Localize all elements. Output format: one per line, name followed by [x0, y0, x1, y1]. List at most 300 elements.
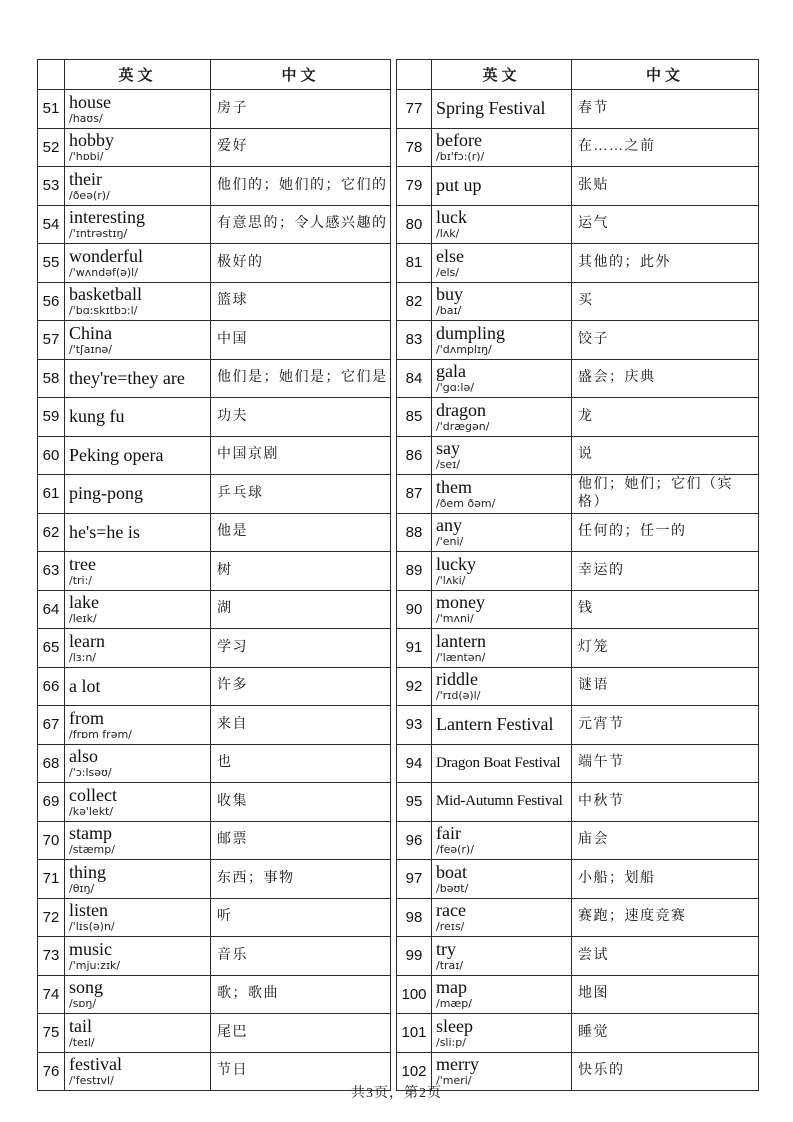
header-row — [397, 60, 759, 90]
chinese-cell: 中国 — [211, 321, 391, 360]
chinese-cell: 春节 — [572, 90, 759, 129]
english-word: luck — [436, 207, 467, 228]
phonetic-text: /θɪŋ/ — [69, 881, 95, 895]
table-row — [38, 821, 391, 860]
english-cell — [432, 513, 572, 552]
english-cell — [65, 244, 211, 283]
vocab-table-left — [37, 59, 391, 1091]
phonetic-text: /'mʌni/ — [436, 612, 474, 626]
row-number: 87 — [397, 475, 432, 514]
english-word: they're=they are — [69, 367, 185, 388]
table-row — [397, 629, 759, 668]
table-row — [38, 475, 391, 514]
row-number: 88 — [397, 513, 432, 552]
row-number: 69 — [38, 783, 65, 822]
table-row — [38, 667, 391, 706]
page-footer: 共3页，第2页 — [351, 1086, 442, 1101]
table-row — [38, 898, 391, 937]
chinese-cell: 任何的；任一的 — [572, 513, 759, 552]
table-row — [397, 90, 759, 129]
chinese-cell: 尾巴 — [211, 1014, 391, 1053]
chinese-cell: 张贴 — [572, 167, 759, 206]
vocab-tables — [37, 59, 759, 1091]
english-word: collect — [69, 784, 117, 805]
chinese-cell: 运气 — [572, 205, 759, 244]
row-number: 99 — [397, 937, 432, 976]
row-number: 70 — [38, 821, 65, 860]
table-row — [38, 937, 391, 976]
english-word: map — [436, 977, 467, 998]
english-word: Spring Festival — [436, 98, 546, 119]
english-word: their — [69, 168, 102, 189]
row-number: 85 — [397, 398, 432, 437]
row-number: 59 — [38, 398, 65, 437]
phonetic-text: /bəʊt/ — [436, 881, 469, 895]
english-cell — [65, 282, 211, 321]
phonetic-text: /'dʌmplɪŋ/ — [436, 342, 492, 356]
row-number: 79 — [397, 167, 432, 206]
table-row — [38, 205, 391, 244]
phonetic-text: /'eni/ — [436, 535, 464, 549]
english-word: merry — [436, 1054, 479, 1075]
english-cell — [65, 475, 211, 514]
phonetic-text: /ðeə(r)/ — [69, 188, 110, 202]
chinese-cell: 音乐 — [211, 937, 391, 976]
row-number: 53 — [38, 167, 65, 206]
english-cell — [65, 128, 211, 167]
english-cell — [432, 821, 572, 860]
table-row — [38, 513, 391, 552]
table-row — [397, 359, 759, 398]
row-number: 56 — [38, 282, 65, 321]
table-row — [397, 898, 759, 937]
chinese-cell: 其他的；此外 — [572, 244, 759, 283]
row-number: 78 — [397, 128, 432, 167]
phonetic-text: /'tʃaɪnə/ — [69, 342, 113, 356]
number-header-cell — [397, 60, 432, 90]
english-header: 英文 — [65, 60, 211, 90]
phonetic-text: /lʌk/ — [436, 227, 460, 241]
table-row — [397, 398, 759, 437]
row-number: 83 — [397, 321, 432, 360]
row-number: 73 — [38, 937, 65, 976]
phonetic-text: /traɪ/ — [436, 958, 464, 972]
chinese-cell: 极好的 — [211, 244, 391, 283]
row-number: 92 — [397, 667, 432, 706]
chinese-cell: 元宵节 — [572, 706, 759, 745]
chinese-cell: 收集 — [211, 783, 391, 822]
chinese-cell: 树 — [211, 552, 391, 591]
row-number: 80 — [397, 205, 432, 244]
row-number: 55 — [38, 244, 65, 283]
english-cell — [65, 706, 211, 745]
english-cell — [432, 937, 572, 976]
row-number: 81 — [397, 244, 432, 283]
english-cell — [65, 860, 211, 899]
phonetic-text: /'wʌndəf(ə)l/ — [69, 265, 138, 279]
row-number: 97 — [397, 860, 432, 899]
english-word: buy — [436, 284, 463, 305]
row-number: 71 — [38, 860, 65, 899]
english-cell — [65, 821, 211, 860]
chinese-cell: 他们；她们；它们（宾格） — [572, 475, 759, 514]
phonetic-text: /'gɑ:lə/ — [436, 381, 474, 395]
phonetic-text: /reɪs/ — [436, 920, 465, 934]
row-number: 61 — [38, 475, 65, 514]
english-word: basketball — [69, 284, 142, 305]
english-cell — [432, 860, 572, 899]
row-number: 75 — [38, 1014, 65, 1053]
table-row — [38, 629, 391, 668]
chinese-header: 中文 — [211, 60, 391, 90]
english-word: Peking opera — [69, 444, 164, 465]
english-word: tail — [69, 1015, 92, 1036]
phonetic-text: /'rɪd(ə)l/ — [436, 689, 481, 703]
row-number: 74 — [38, 975, 65, 1014]
english-word: Mid-Autumn Festival — [436, 793, 563, 810]
row-number: 51 — [38, 90, 65, 129]
english-word: before — [436, 130, 482, 151]
phonetic-text: /'hɒbi/ — [69, 150, 104, 164]
chinese-cell: 他是 — [211, 513, 391, 552]
chinese-cell: 盛会；庆典 — [572, 359, 759, 398]
english-word: Dragon Boat Festival — [436, 754, 561, 771]
english-cell — [432, 783, 572, 822]
chinese-cell: 灯笼 — [572, 629, 759, 668]
english-cell — [432, 590, 572, 629]
chinese-cell: 有意思的；令人感兴趣的 — [211, 205, 391, 244]
chinese-cell: 说 — [572, 436, 759, 475]
row-number: 76 — [38, 1052, 65, 1091]
phonetic-text: /lɜ:n/ — [69, 650, 96, 664]
english-word: sleep — [436, 1015, 473, 1036]
english-word: lantern — [436, 630, 486, 651]
english-word: tree — [69, 553, 96, 574]
english-cell — [432, 667, 572, 706]
english-cell — [432, 898, 572, 937]
table-row — [38, 90, 391, 129]
phonetic-text: /tri:/ — [69, 573, 93, 587]
row-number: 96 — [397, 821, 432, 860]
row-number: 82 — [397, 282, 432, 321]
english-word: say — [436, 438, 460, 459]
english-cell — [65, 398, 211, 437]
table-row — [397, 552, 759, 591]
chinese-cell: 篮球 — [211, 282, 391, 321]
chinese-cell: 中秋节 — [572, 783, 759, 822]
english-cell — [432, 321, 572, 360]
table-row — [397, 667, 759, 706]
phonetic-text: /bɪ'fɔ:(r)/ — [436, 150, 485, 164]
chinese-cell: 尝试 — [572, 937, 759, 976]
chinese-header: 中文 — [572, 60, 759, 90]
table-row — [397, 744, 759, 783]
phonetic-text: /'meri/ — [436, 1074, 472, 1088]
english-cell — [432, 706, 572, 745]
phonetic-text: /feə(r)/ — [436, 843, 474, 857]
english-word: a lot — [69, 675, 101, 696]
table-row — [38, 1014, 391, 1053]
chinese-cell: 快乐的 — [572, 1052, 759, 1091]
english-cell — [432, 398, 572, 437]
row-number: 67 — [38, 706, 65, 745]
english-cell — [432, 552, 572, 591]
row-number: 64 — [38, 590, 65, 629]
table-row — [38, 706, 391, 745]
table-row — [38, 552, 391, 591]
english-cell — [65, 937, 211, 976]
table-row — [397, 706, 759, 745]
table-row — [38, 282, 391, 321]
chinese-cell: 爱好 — [211, 128, 391, 167]
english-word: ping-pong — [69, 483, 143, 504]
table-row — [397, 937, 759, 976]
phonetic-text: /frɒm frəm/ — [69, 727, 132, 741]
number-header-cell — [38, 60, 65, 90]
chinese-cell: 端午节 — [572, 744, 759, 783]
chinese-cell: 小船；划船 — [572, 860, 759, 899]
english-cell — [65, 359, 211, 398]
english-word: money — [436, 592, 485, 613]
english-cell — [432, 90, 572, 129]
table-row — [397, 167, 759, 206]
row-number: 72 — [38, 898, 65, 937]
table-row — [38, 783, 391, 822]
chinese-cell: 地图 — [572, 975, 759, 1014]
row-number: 94 — [397, 744, 432, 783]
chinese-cell: 庙会 — [572, 821, 759, 860]
chinese-cell: 歌；歌曲 — [211, 975, 391, 1014]
english-word: riddle — [436, 669, 478, 690]
chinese-cell: 房子 — [211, 90, 391, 129]
phonetic-text: /'ɔ:lsəʊ/ — [69, 766, 112, 780]
table-row — [38, 359, 391, 398]
row-number: 68 — [38, 744, 65, 783]
english-cell — [432, 359, 572, 398]
table-row — [397, 244, 759, 283]
english-word: dragon — [436, 399, 486, 420]
table-row — [397, 821, 759, 860]
row-number: 66 — [38, 667, 65, 706]
row-number: 62 — [38, 513, 65, 552]
english-word: any — [436, 515, 462, 536]
chinese-cell: 听 — [211, 898, 391, 937]
phonetic-text: /'mju:zɪk/ — [69, 958, 121, 972]
table-row — [397, 783, 759, 822]
phonetic-text: /mæp/ — [436, 997, 472, 1011]
english-cell — [432, 744, 572, 783]
english-word: China — [69, 322, 112, 343]
header-row — [38, 60, 391, 90]
english-cell — [432, 436, 572, 475]
english-cell — [432, 282, 572, 321]
english-word: song — [69, 977, 104, 998]
phonetic-text: /'festɪvl/ — [69, 1074, 114, 1088]
english-header: 英文 — [432, 60, 572, 90]
table-row — [38, 860, 391, 899]
table-row — [38, 436, 391, 475]
table-row — [38, 128, 391, 167]
english-word: thing — [69, 861, 107, 882]
row-number: 65 — [38, 629, 65, 668]
row-number: 84 — [397, 359, 432, 398]
phonetic-text: /haʊs/ — [69, 111, 103, 125]
phonetic-text: /'bɑ:skɪtbɔ:l/ — [69, 304, 138, 318]
phonetic-text: /baɪ/ — [436, 304, 462, 318]
phonetic-text: /kə'lekt/ — [69, 804, 114, 818]
english-word: kung fu — [69, 406, 125, 427]
chinese-cell: 赛跑；速度竞赛 — [572, 898, 759, 937]
table-row — [397, 475, 759, 514]
english-word: from — [69, 707, 104, 728]
vocab-table-right — [396, 59, 759, 1091]
english-word: music — [69, 938, 112, 959]
english-word: boat — [436, 861, 467, 882]
table-row — [38, 244, 391, 283]
english-cell — [65, 629, 211, 668]
english-cell — [65, 205, 211, 244]
english-cell — [65, 975, 211, 1014]
english-word: gala — [436, 361, 466, 382]
english-word: wonderful — [69, 245, 143, 266]
english-word: dumpling — [436, 322, 506, 343]
row-number: 60 — [38, 436, 65, 475]
english-cell — [432, 167, 572, 206]
table-row — [397, 590, 759, 629]
english-cell — [432, 475, 572, 514]
table-row — [397, 436, 759, 475]
chinese-cell: 中国京剧 — [211, 436, 391, 475]
english-word: house — [69, 91, 111, 112]
chinese-cell: 买 — [572, 282, 759, 321]
phonetic-text: /'lɪs(ə)n/ — [69, 920, 115, 934]
row-number: 95 — [397, 783, 432, 822]
phonetic-text: /seɪ/ — [436, 458, 460, 472]
table-row — [397, 1014, 759, 1053]
chinese-cell: 邮票 — [211, 821, 391, 860]
phonetic-text: /'lʌki/ — [436, 573, 466, 587]
row-number: 63 — [38, 552, 65, 591]
english-word: Lantern Festival — [436, 714, 554, 735]
table-row — [397, 513, 759, 552]
phonetic-text: /'læntən/ — [436, 650, 486, 664]
english-word: listen — [69, 900, 108, 921]
english-cell — [65, 744, 211, 783]
phonetic-text: /teɪl/ — [69, 1035, 95, 1049]
table-row — [397, 128, 759, 167]
row-number: 101 — [397, 1014, 432, 1053]
table-row — [397, 321, 759, 360]
row-number: 98 — [397, 898, 432, 937]
phonetic-text: /ðem ðəm/ — [436, 496, 496, 510]
english-cell — [65, 590, 211, 629]
row-number: 100 — [397, 975, 432, 1014]
english-word: fair — [436, 823, 461, 844]
english-cell — [65, 552, 211, 591]
row-number: 86 — [397, 436, 432, 475]
english-word: race — [436, 900, 466, 921]
row-number: 77 — [397, 90, 432, 129]
chinese-cell: 湖 — [211, 590, 391, 629]
english-cell — [65, 667, 211, 706]
english-word: learn — [69, 630, 105, 651]
english-cell — [65, 436, 211, 475]
english-cell — [432, 629, 572, 668]
english-word: them — [436, 476, 472, 497]
phonetic-text: /'drægən/ — [436, 419, 490, 433]
english-word: festival — [69, 1054, 122, 1075]
table-row — [38, 167, 391, 206]
phonetic-text: /sli:p/ — [436, 1035, 466, 1049]
english-word: lucky — [436, 553, 476, 574]
english-cell — [65, 898, 211, 937]
phonetic-text: /leɪk/ — [69, 612, 97, 626]
row-number: 57 — [38, 321, 65, 360]
english-cell — [432, 244, 572, 283]
english-word: also — [69, 746, 98, 767]
row-number: 58 — [38, 359, 65, 398]
english-cell — [432, 205, 572, 244]
chinese-cell: 来自 — [211, 706, 391, 745]
chinese-cell: 在……之前 — [572, 128, 759, 167]
english-word: lake — [69, 592, 99, 613]
chinese-cell: 功夫 — [211, 398, 391, 437]
phonetic-text: /sɒŋ/ — [69, 997, 97, 1011]
table-row — [38, 744, 391, 783]
chinese-cell: 节日 — [211, 1052, 391, 1091]
english-cell — [65, 90, 211, 129]
chinese-cell: 饺子 — [572, 321, 759, 360]
chinese-cell: 也 — [211, 744, 391, 783]
row-number: 91 — [397, 629, 432, 668]
english-cell — [65, 1014, 211, 1053]
english-cell — [432, 128, 572, 167]
table-row — [38, 590, 391, 629]
table-row — [38, 975, 391, 1014]
table-row — [397, 205, 759, 244]
chinese-cell: 他们是；她们是；它们是 — [211, 359, 391, 398]
english-word: try — [436, 938, 456, 959]
english-word: stamp — [69, 823, 112, 844]
english-word: interesting — [69, 207, 145, 228]
chinese-cell: 东西；事物 — [211, 860, 391, 899]
table-row — [397, 860, 759, 899]
row-number: 89 — [397, 552, 432, 591]
english-word: hobby — [69, 130, 114, 151]
chinese-cell: 谜语 — [572, 667, 759, 706]
row-number: 90 — [397, 590, 432, 629]
english-cell — [432, 975, 572, 1014]
table-row — [397, 282, 759, 321]
row-number: 93 — [397, 706, 432, 745]
english-cell — [65, 321, 211, 360]
chinese-cell: 睡觉 — [572, 1014, 759, 1053]
phonetic-text: /els/ — [436, 265, 459, 279]
chinese-cell: 乒乓球 — [211, 475, 391, 514]
english-cell — [65, 513, 211, 552]
chinese-cell: 龙 — [572, 398, 759, 437]
table-row — [38, 398, 391, 437]
chinese-cell: 学习 — [211, 629, 391, 668]
table-row — [397, 975, 759, 1014]
chinese-cell: 幸运的 — [572, 552, 759, 591]
row-number: 102 — [397, 1052, 432, 1091]
english-cell — [65, 167, 211, 206]
chinese-cell: 他们的；她们的；它们的 — [211, 167, 391, 206]
english-cell — [65, 783, 211, 822]
english-word: else — [436, 245, 464, 266]
table-row — [38, 321, 391, 360]
